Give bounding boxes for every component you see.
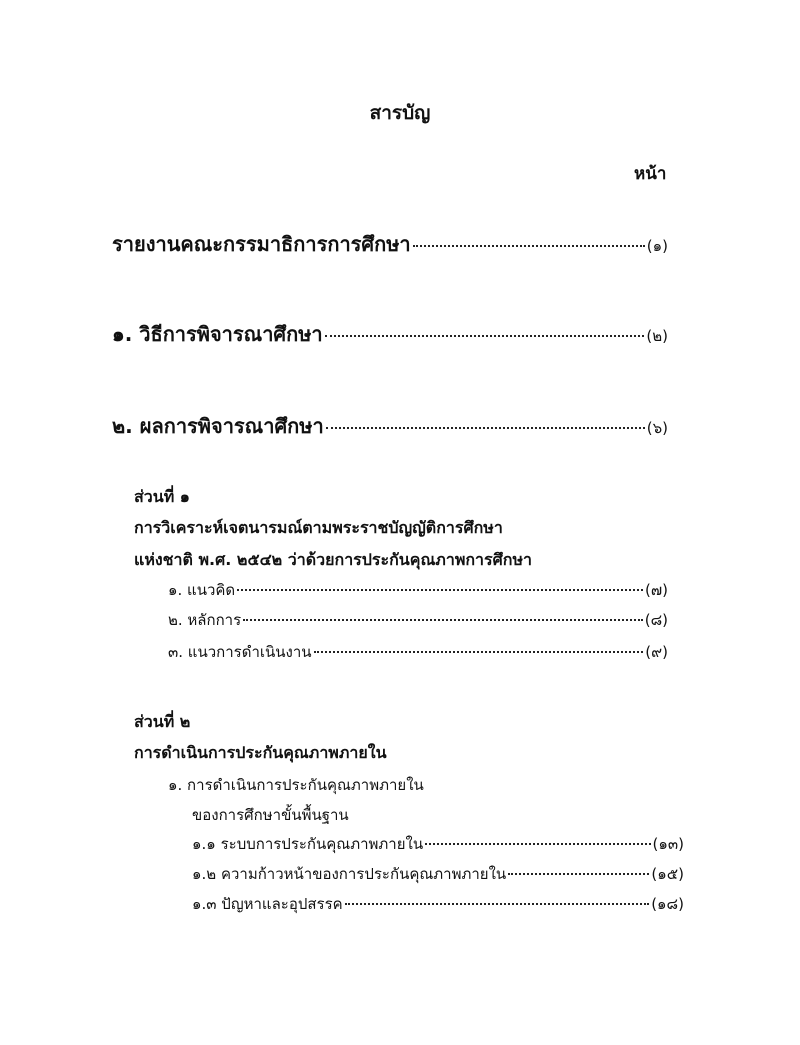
toc-entry-page: (๙): [645, 643, 668, 661]
toc-entry-label: ๑. วิธีการพิจารณาศึกษา: [112, 322, 323, 346]
dot-leader: [326, 427, 645, 429]
toc-entry-results: [112, 410, 668, 442]
toc-entry-page: (๑๕): [651, 865, 684, 883]
part2-title: การดำเนินการประกันคุณภาพภายใน: [134, 743, 387, 762]
toc-entry-concept: [168, 578, 668, 602]
dot-leader: [508, 873, 649, 875]
dot-leader: [413, 245, 645, 247]
part2-heading: ส่วนที่ ๒: [134, 712, 191, 731]
toc-entry-page: (๑๓): [652, 835, 684, 853]
toc-entry-page: (๑): [646, 237, 668, 255]
part1-title-line1: การวิเคราะห์เจตนารมณ์ตามพระราชบัญญัติการศึกษา: [134, 518, 503, 537]
toc-entry-label: รายงานคณะกรรมาธิการการศึกษา: [112, 232, 411, 256]
toc-entry-page: (๗): [645, 581, 668, 599]
part2-item1-line2: ของการศึกษาขั้นพื้นฐาน: [192, 806, 349, 824]
dot-leader: [243, 619, 643, 621]
toc-entry-label: ๑.๒ ความก้าวหน้าของการประกันคุณภาพภายใน: [192, 865, 507, 883]
dot-leader: [237, 589, 643, 591]
toc-entry-page: (๖): [646, 419, 668, 437]
toc-entry-page: (๑๘): [651, 895, 684, 913]
part1-heading: ส่วนที่ ๑: [134, 487, 190, 506]
toc-entry-qa-progress: [192, 862, 684, 886]
toc-entry-page: (๒): [646, 327, 668, 345]
dot-leader: [345, 903, 650, 905]
toc-entry-label: ๑.๓ ปัญหาและอุปสรรค: [192, 895, 343, 913]
toc-entry-label: ๒. ผลการพิจารณาศึกษา: [112, 414, 324, 438]
toc-entry-label: ๒. หลักการ: [168, 611, 242, 629]
dot-leader: [314, 651, 644, 653]
toc-entry-method: [112, 318, 668, 350]
page-title: สารบัญ: [369, 102, 431, 124]
dot-leader: [425, 843, 650, 845]
dot-leader: [325, 335, 645, 337]
toc-entry-label: ๑.๑ ระบบการประกันคุณภาพภายใน: [192, 835, 424, 853]
toc-entry-problems: [192, 892, 684, 916]
toc-entry-page: (๘): [644, 611, 668, 629]
toc-entry-operations: [168, 640, 668, 664]
toc-entry-principles: [168, 608, 668, 632]
part2-item1-line1: ๑. การดำเนินการประกันคุณภาพภายใน: [168, 776, 424, 794]
toc-entry-committee-report: [112, 228, 668, 260]
toc-entry-qa-system: [192, 832, 684, 856]
toc-entry-label: ๑. แนวคิด: [168, 581, 236, 599]
toc-entry-label: ๓. แนวการดำเนินงาน: [168, 643, 312, 661]
page-column-header: หน้า: [634, 164, 667, 184]
part1-title-line2: แห่งชาติ พ.ศ. ๒๕๔๒ ว่าด้วยการประกันคุณภาพการศึกษา: [134, 550, 533, 569]
